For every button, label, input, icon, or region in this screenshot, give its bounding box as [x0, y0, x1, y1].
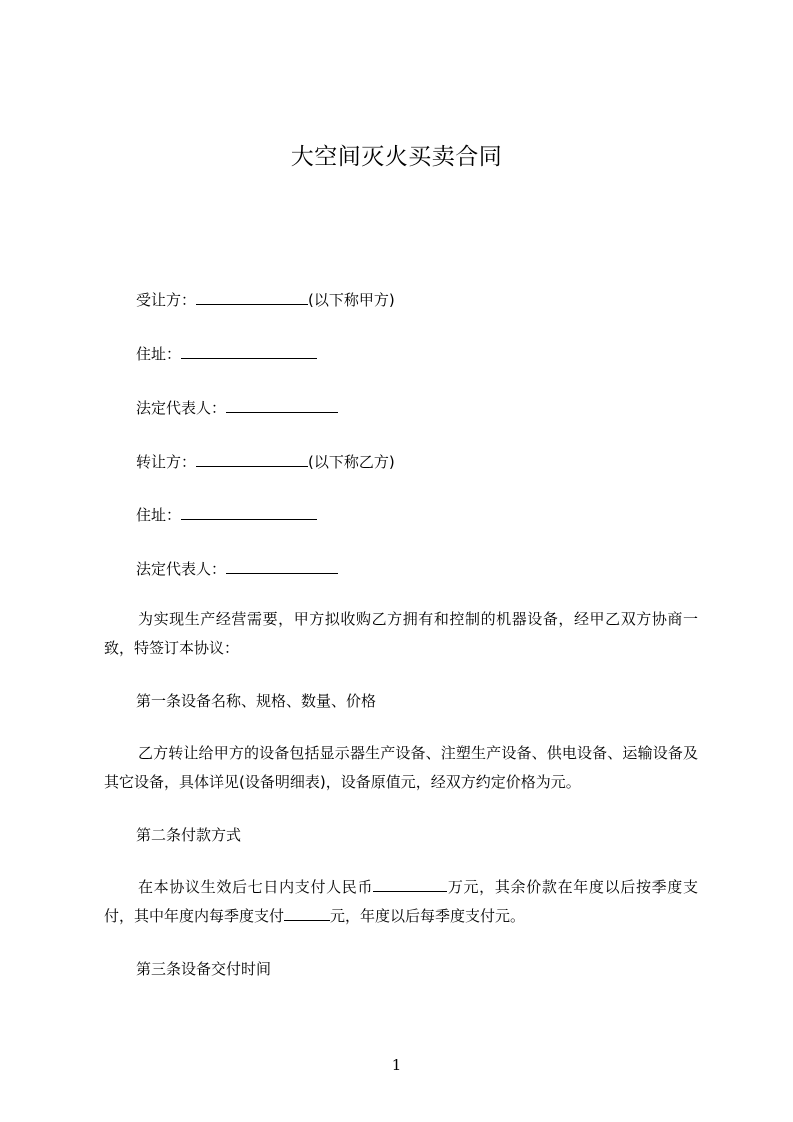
party-b-rep-line [136, 558, 338, 580]
party-a-rep-line [136, 397, 338, 419]
party-a-line [136, 289, 395, 311]
article-2-quarterly-blank [284, 906, 330, 921]
party-a-suffix: (以下称甲方) [308, 291, 395, 309]
party-b-suffix: (以下称乙方) [308, 453, 395, 471]
intro-paragraph: 为实现生产经营需要，甲方拟收购乙方拥有和控制的机器设备，经甲乙双方协商一致，特签订本协议： [104, 610, 698, 657]
party-a-address-blank [181, 344, 317, 359]
party-a-rep-blank [226, 398, 338, 413]
party-b-address-label: 住址： [136, 506, 182, 524]
article-1-body: 乙方转让给甲方的设备包括显示器生产设备、注塑生产设备、供电设备、运输设备及其它设备，具体详见(设备明细表)，设备原值元，经双方约定价格为元。 [104, 744, 698, 791]
document-title: 大空间灭火买卖合同 [290, 144, 503, 170]
party-a-rep-label: 法定代表人： [136, 399, 227, 417]
article-3-heading: 第三条设备交付时间 [136, 960, 272, 978]
party-a-name-blank [196, 290, 308, 305]
article-1-heading: 第一条设备名称、规格、数量、价格 [136, 692, 377, 710]
party-a-address-line [136, 343, 317, 365]
article-2-body-part1: 在本协议生效后七日内支付人民币 [138, 878, 374, 896]
party-b-rep-blank [226, 559, 338, 574]
party-a-label: 受让方： [136, 291, 197, 309]
article-2-amount-blank [373, 877, 447, 892]
article-2-body-part2: 万元，其余价款在年度以后按季度支付，其中年度内每季度支付 [104, 878, 698, 925]
party-b-rep-label: 法定代表人： [136, 560, 227, 578]
party-b-address-blank [181, 505, 317, 520]
page-number: 1 [391, 1056, 402, 1074]
party-a-address-label: 住址： [136, 345, 182, 363]
party-b-address-line [136, 504, 317, 526]
party-b-label: 转让方： [136, 453, 197, 471]
party-b-name-blank [196, 452, 308, 467]
article-2-heading: 第二条付款方式 [136, 826, 242, 844]
article-2-body-part3: 元，年度以后每季度支付元。 [330, 907, 526, 925]
article-2-body [104, 873, 698, 931]
party-b-line [136, 451, 395, 473]
